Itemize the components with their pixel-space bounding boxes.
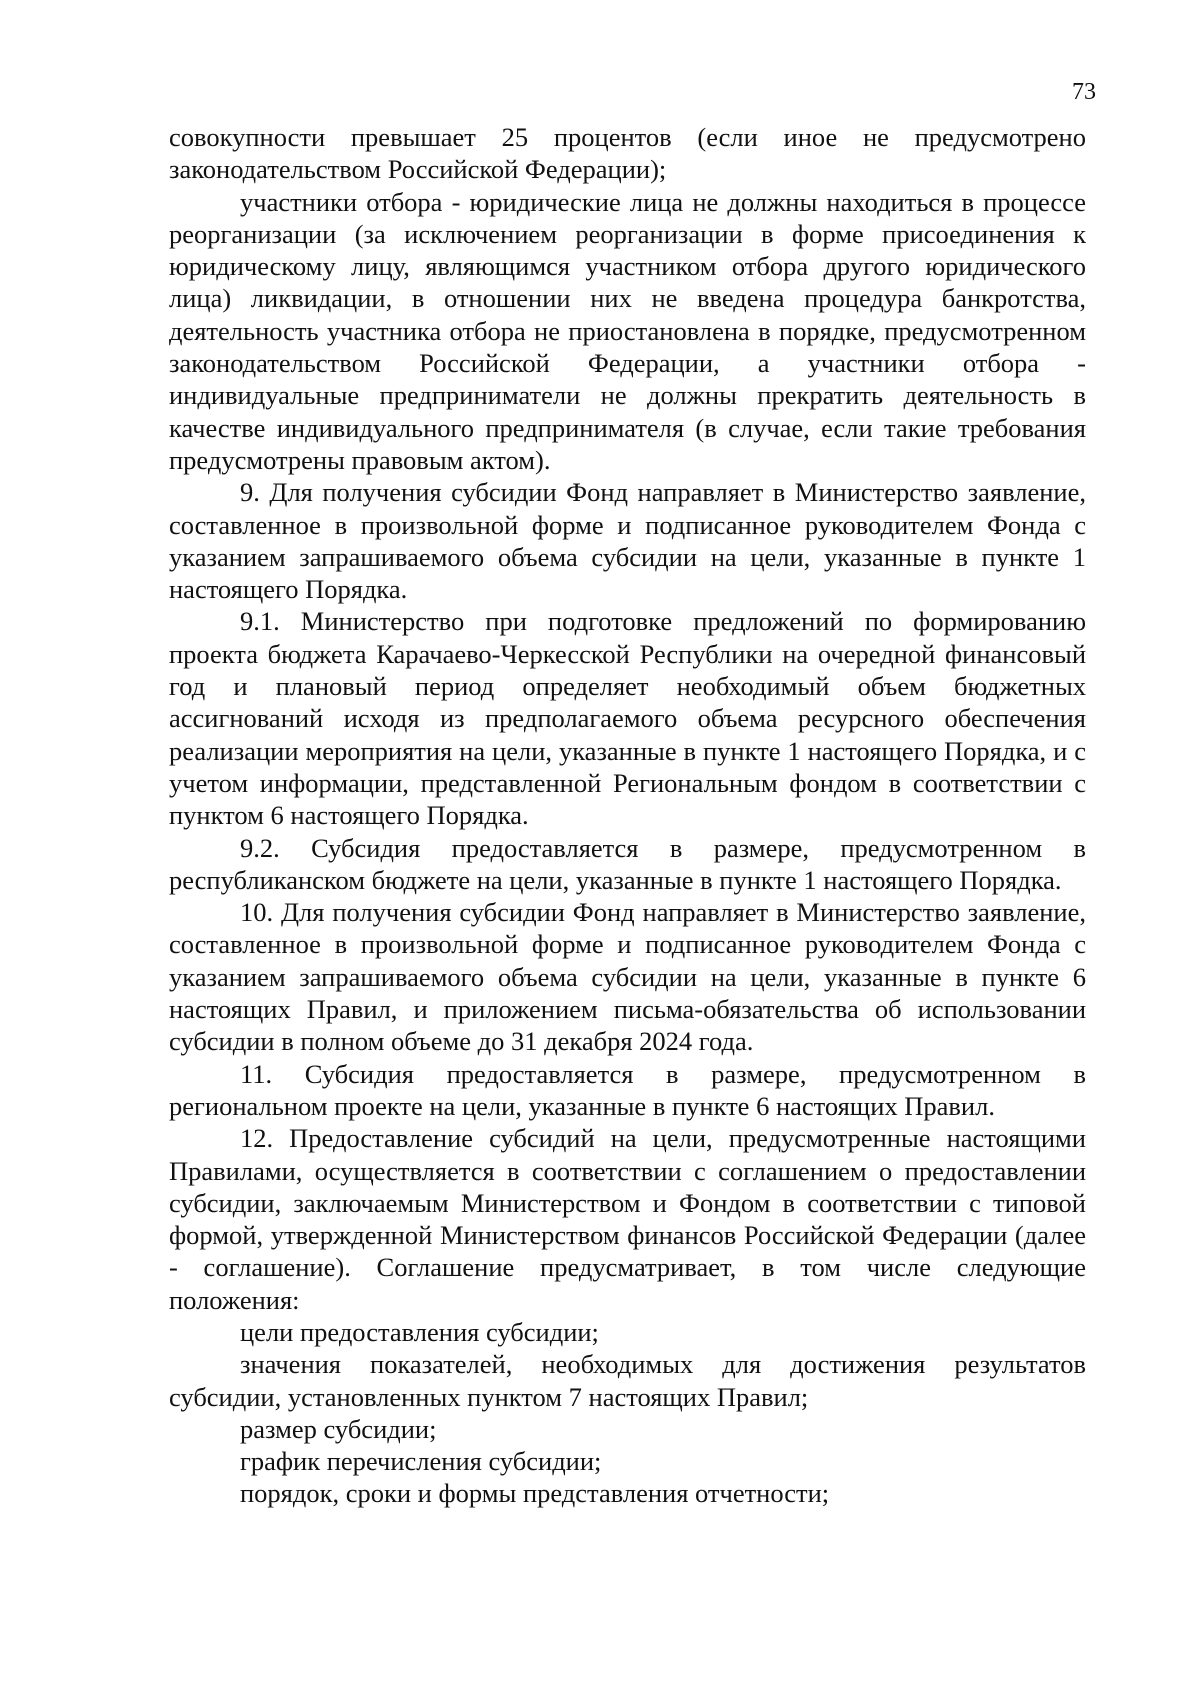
document-body [169,121,1086,1510]
list-item-reporting: порядок, сроки и формы представления отчетности; [240,1478,830,1509]
list-item-schedule: график перечисления субсидии; [240,1446,602,1477]
paragraph-item-11: 11. Субсидия предоставляется в размере, предусмотренном в региональном проекте на цели, указанные в пункте 6 настоящих Правил. [169,1058,1086,1121]
page-number: 73 [1072,79,1096,105]
paragraph-participants-requirements: участники отбора - юридические лица не должны находиться в процессе реорганизации (за исключением реорганизации в форме присоединения к юридическому лицу, являющимся участником отбора другого юридического лица) ликвидации, в отношении них не введена процедура банкротства, деятельность участника отбора не приостановлена в порядке, предусмотренном законодательством Российской Федерации, а участники отбора - индивидуальные предприниматели не должны прекратить деятельность в качестве индивидуального предпринимателя (в случае, если такие требования предусмотрены правовым актом). [169,186,1086,475]
paragraph-item-12: 12. Предоставление субсидий на цели, предусмотренные настоящими Правилами, осуществляется в соответствии с соглашением о предоставлении субсидии, заключаемым Министерством и Фондом в соответствии с типовой формой, утвержденной Министерством финансов Российской Федерации (далее - соглашение). Соглашение предусматривает, в том числе следующие положения: [169,1123,1086,1315]
paragraph-item-9-1: 9.1. Министерство при подготовке предложений по формированию проекта бюджета Карачаево-Черкесской Республики на очередной финансовый год и плановый период определяет необходимый объем бюджетных ассигнований исходя из предполагаемого объема ресурсного обеспечения реализации мероприятия на цели, указанные в пункте 1 настоящего Порядка, и с учетом информации, представленной Региональным фондом в соответствии с пунктом 6 настоящего Порядка. [169,606,1086,831]
list-item-amount: размер субсидии; [240,1413,437,1444]
paragraph-item-10: 10. Для получения субсидии Фонд направляет в Министерство заявление, составленное в произвольной форме и подписанное руководителем Фонда с указанием запрашиваемого объема субсидии на цели, указанные в пункте 6 настоящих Правил, и приложением письма-обязательства об использовании субсидии в полном объеме до 31 декабря 2024 года. [169,897,1086,1057]
paragraph-continuation: совокупности превышает 25 процентов (если иное не предусмотрено законодательством Российской Федерации); [169,122,1086,185]
paragraph-item-9: 9. Для получения субсидии Фонд направляет в Министерство заявление, составленное в произвольной форме и подписанное руководителем Фонда с указанием запрашиваемого объема субсидии на цели, указанные в пункте 1 настоящего Порядка. [169,477,1086,605]
list-item-indicators: значения показателей, необходимых для достижения результатов субсидии, установленных пунктом 7 настоящих Правил; [169,1349,1086,1412]
paragraph-item-9-2: 9.2. Субсидия предоставляется в размере, предусмотренном в республиканском бюджете на цели, указанные в пункте 1 настоящего Порядка. [169,832,1086,895]
list-item-goals: цели предоставления субсидии; [240,1316,599,1347]
